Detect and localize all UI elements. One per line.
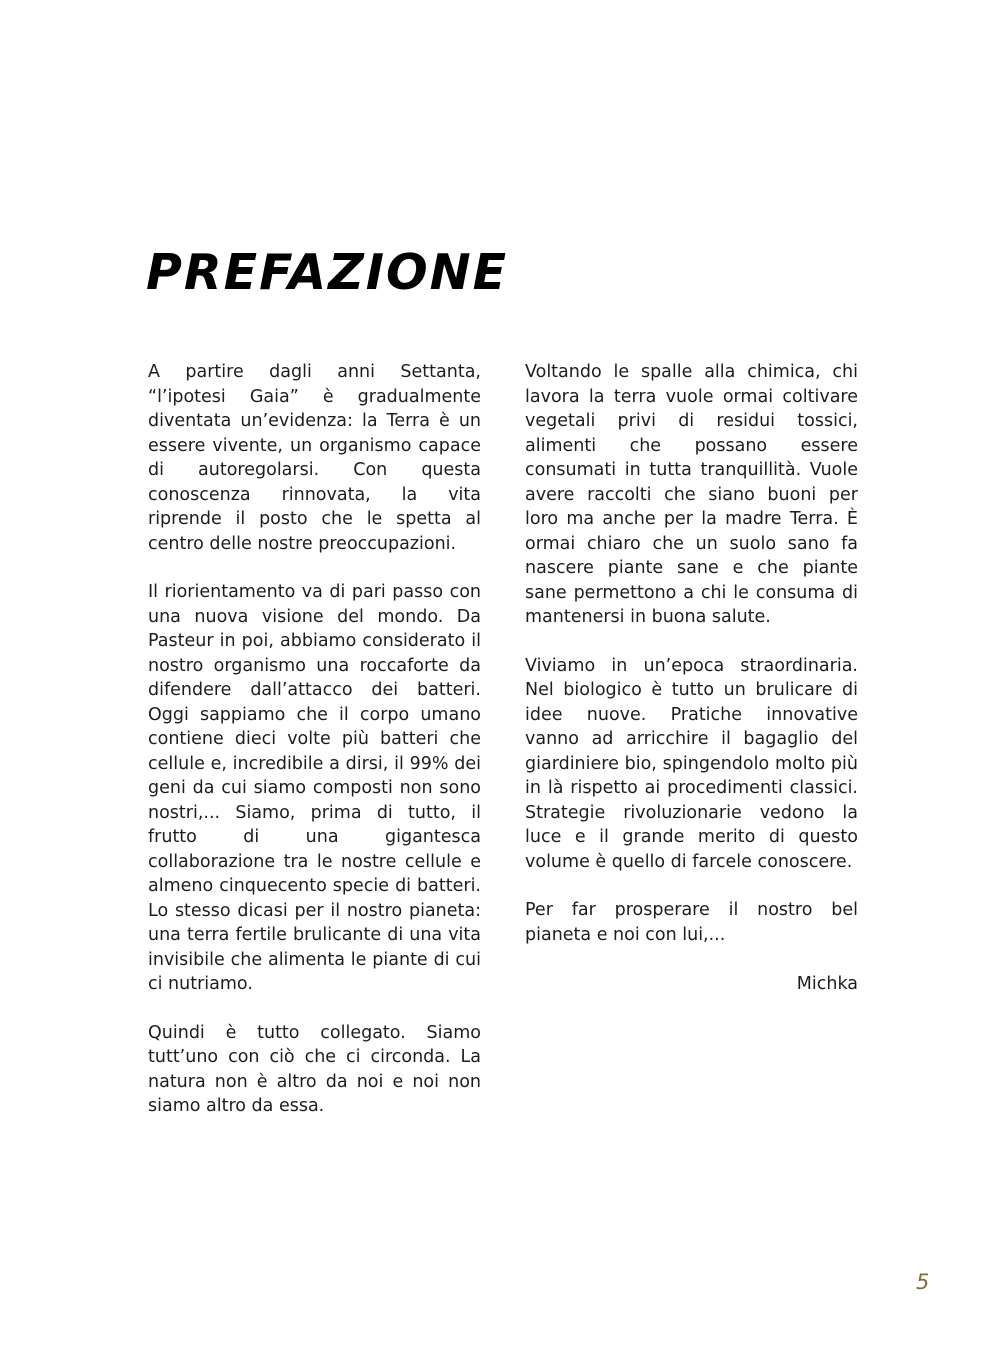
- right-column: [525, 360, 858, 1119]
- page-number: 5: [916, 1270, 930, 1294]
- paragraph: Quindi è tutto collegato. Siamo tutt’uno con ciò che ci circonda. La natura non è altro da noi e noi non siamo altro da essa.: [148, 1022, 481, 1116]
- paragraph: Voltando le spalle alla chimica, chi lavora la terra vuole ormai coltivare vegetali privi di residui tossici, alimenti che possano essere consumati in tutta tranquillità. Vuole avere raccolti che siano buoni per loro ma anche per la madre Terra. È ormai chiaro che un suolo sano fa nascere piante sane e che piante sane permettono a chi le consuma di mantenersi in buona salute.: [525, 362, 858, 627]
- paragraph: Il riorientamento va di pari passo con una nuova visione del mondo. Da Pasteur in poi, abbiamo considerato il nostro organismo una roccaforte da difendere dall’attacco dei batteri. Oggi sappiamo che il corpo umano contiene dieci volte più batteri che cellule e, incredibile a dirsi, il 99% dei geni da cui siamo composti non sono nostri,... Siamo, prima di tutto, il frutto di una gigantesca collaborazione tra le nostre cellule e almeno cinquecento specie di batteri. Lo stesso dicasi per il nostro pianeta: una terra fertile brulicante di una vita invisibile che alimenta le piante di cui ci nutriamo.: [148, 582, 481, 994]
- author-signature: Michka: [796, 974, 858, 994]
- text-columns: [148, 360, 858, 1119]
- paragraph: Viviamo in un’epoca straordinaria. Nel biologico è tutto un brulicare di idee nuove. Pratiche innovative vanno ad arricchire il bagaglio del giardiniere bio, spingendolo molto più in là rispetto ai procedimenti classici. Strategie rivoluzionarie vedono la luce e il grande merito di questo volume è quello di farcele conoscere.: [525, 655, 858, 872]
- paragraph: A partire dagli anni Settanta, “l’ipotesi Gaia” è gradualmente diventata un’evidenza: la Terra è un essere vivente, un organismo capace di autoregolarsi. Con questa conoscenza rinnovata, la vita riprende il posto che le spetta al centro delle nostre preoccupazioni.: [148, 362, 481, 554]
- paragraph: Per far prosperare il nostro bel pianeta e noi con lui,...: [525, 900, 858, 945]
- left-column: [148, 360, 481, 1119]
- page-title: PREFAZIONE: [146, 244, 509, 301]
